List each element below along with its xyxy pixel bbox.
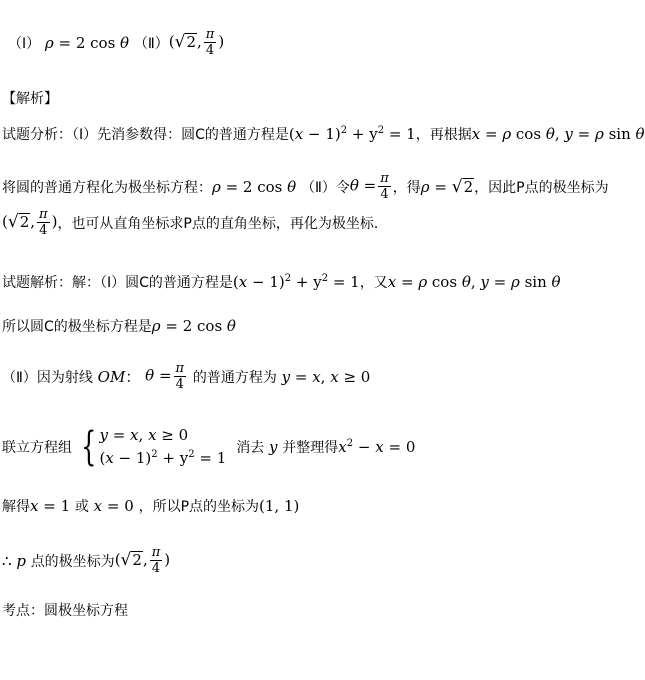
idea-line2-so: ，因此P点的极坐标为 [474,179,609,196]
answer-part1-formula: ρ = 2 cos θ [40,33,134,52]
solution-prefix: 试题解析：解：（Ⅰ）圆C的普通方程是 [2,275,233,291]
circle-equation: $(x - 1)^2 + y^2 = 1$ [288,125,416,143]
final-polar-coord: ( √ 2 , $\frac{\pi}{4}$ ) [114,545,171,576]
idea-line-1 [2,124,645,144]
idea-line-3 [2,208,388,237]
polar-prefix: 所以圆C的极坐标方程是 [2,319,152,335]
rho-value: ρ = √ 2 [420,176,474,197]
ray-prefix: （Ⅱ）因为射线 [2,369,93,386]
solution-line-5 [2,496,299,516]
solution-circle-equation: $(x - 1)^2 + y^2 = 1$ [232,273,360,291]
idea-line2-get: ，得 [392,179,421,196]
part2-label: （Ⅱ） [133,35,169,52]
idea-line2-part2: （Ⅱ）令 [300,179,350,196]
solution-polar-equation: ρ = 2 cos θ [151,317,236,335]
rearrange-label: 并整理得 [282,439,339,456]
topic-line: 考点：圆极坐标方程 [2,603,128,619]
idea-line-2 [2,172,609,201]
ray-theta: θ = $\frac{\pi}{4}$ [145,361,185,392]
idea-line3-suffix: ，也可从直角坐标求P点的直角坐标，再化为极坐标． [57,215,388,232]
solution-line-1 [2,272,561,292]
polar-conversion: x = ρ cos θ, y = ρ sin θ [471,125,645,143]
therefore-mid: 点的极坐标为 [30,553,115,570]
system-row-1: y = x, x ≥ 0 [99,426,189,444]
ray-suffix: 的普通方程为 [192,369,277,386]
system-prefix: 联立方程组 [2,439,72,456]
eliminate-label: 消去 [236,439,265,456]
answer-line [8,28,224,57]
system-row-2: $(x - 1)^2 + y^2 = 1$ [99,448,227,467]
idea-prefix: 试题分析：（Ⅰ）先消参数得：圆C的普通方程是 [2,127,289,143]
solution-line-3 [2,362,370,391]
answer-part2-formula: ( √ 2 , $\frac{\pi}{4}$ ) [168,27,225,58]
eliminate-var: y [264,437,283,456]
ray-name: OM： [92,368,141,386]
solution-polar-conversion: x = ρ cos θ, y = ρ sin θ [387,273,561,291]
idea-then: ，再根据 [415,127,472,143]
solve-prefix: 解得 [2,499,30,515]
equation-system [76,424,226,469]
root-1: x = 1 [30,497,71,515]
analysis-heading: 【解析】 [2,91,58,107]
p-rect-coord: (1, 1) [259,497,300,515]
polar-equation: ρ = 2 cos θ [212,177,301,196]
coord-text: ，所以P点的坐标为 [138,499,260,515]
system-brace: { [81,423,97,470]
solution-also: ，又 [359,275,388,291]
quadratic-equation: $x^2 - x = 0$ [338,437,416,456]
p-polar-coord: ( √ 2 , $\frac{\pi}{4}$ ) [2,207,58,238]
part1-label: （Ⅰ） [8,35,41,52]
or-label: 或 [74,499,89,515]
therefore-symbol: ∴ p [2,551,31,570]
solution-line-2 [2,316,236,336]
solution-line-6 [2,546,170,575]
theta-eq: θ = $\frac{\pi}{4}$ [349,171,389,202]
solution-line-4 [2,424,415,469]
root-2: x = 0 [88,497,134,515]
idea-line2-prefix: 将圆的普通方程化为极坐标方程： [2,179,212,196]
ray-equation: y = x, x ≥ 0 [276,367,371,386]
